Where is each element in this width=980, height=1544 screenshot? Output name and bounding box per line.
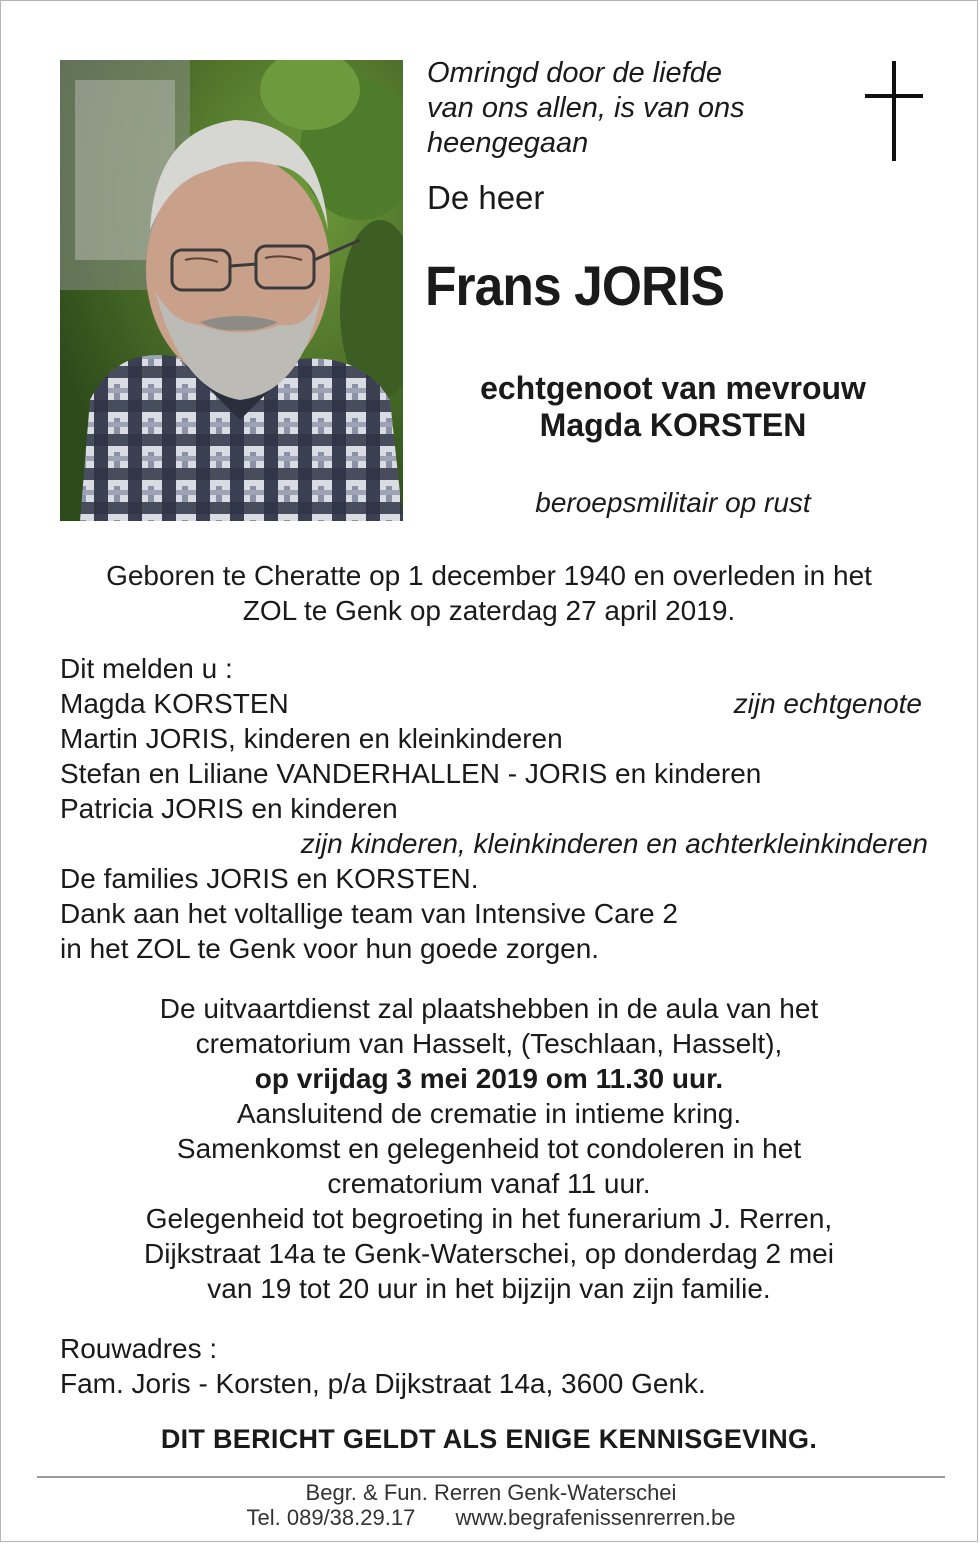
intro-text (427, 56, 827, 161)
service-line-7: Gelegenheid tot begroeting in het funerarium J. Rerren, (145, 1203, 833, 1234)
deceased-name: Frans JORIS (425, 254, 725, 317)
service-line-9: van 19 tot 20 uur in het bijzijn van zijn familie. (207, 1273, 771, 1304)
families-line: De families JORIS en KORSTEN. (60, 863, 479, 894)
intro-line-3: heengegaan (427, 127, 589, 159)
portrait-photo (60, 60, 403, 521)
birth-line-2: ZOL te Genk op zaterdag 27 april 2019. (242, 595, 736, 626)
intro-line-1: Omringd door de liefde (427, 57, 722, 89)
intro-line-2: van ons allen, is van ons (427, 92, 745, 124)
mourning-address (60, 1331, 922, 1401)
service-line-4: Aansluitend de crematie in intieme kring. (236, 1098, 742, 1129)
service-info (41, 991, 937, 1306)
birth-line-1: Geboren te Cheratte op 1 december 1940 en overleden in het (106, 560, 872, 591)
profession: beroepsmilitair op rust (535, 487, 811, 518)
address-value: Fam. Joris - Korsten, p/a Dijkstraat 14a, 3600 Genk. (60, 1368, 706, 1399)
spouse-block (431, 370, 915, 444)
service-line-5: Samenkomst en gelegenheid tot condoleren in het (176, 1133, 802, 1164)
spouse-name: Magda KORSTEN (60, 688, 289, 719)
official-notice: DIT BERICHT GELDT ALS ENIGE KENNISGEVING. (160, 1424, 818, 1454)
spouse-role: zijn echtgenote (733, 688, 922, 719)
spouse-line-1: echtgenoot van mevrouw (480, 370, 866, 406)
footer-contact (37, 1505, 945, 1530)
children-role: zijn kinderen, kleinkinderen en achterkleinkinderen (300, 828, 928, 859)
spouse-row (60, 686, 922, 721)
thanks-line-2: in het ZOL te Genk voor hun goede zorgen. (60, 933, 600, 964)
service-date: op vrijdag 3 mei 2019 om 11.30 uur. (254, 1063, 724, 1094)
announce-heading: Dit melden u : (60, 653, 233, 684)
birth-death-info (41, 558, 937, 628)
service-line-6: crematorium vanaf 11 uur. (327, 1168, 651, 1199)
announcement-block (60, 651, 928, 966)
service-line-1: De uitvaartdienst zal plaatshebben in de aula van het (159, 993, 819, 1024)
address-heading: Rouwadres : (60, 1333, 218, 1364)
child-line-3: Patricia JORIS en kinderen (60, 793, 398, 824)
cross-icon (865, 61, 923, 161)
spouse-line-2: Magda KORSTEN (539, 407, 807, 443)
funeral-company: Begr. & Fun. Rerren Genk-Waterschei (305, 1480, 677, 1505)
service-line-8: Dijkstraat 14a te Genk-Waterschei, op donderdag 2 mei (144, 1238, 834, 1269)
child-line-2: Stefan en Liliane VANDERHALLEN - JORIS en kinderen (60, 758, 762, 789)
footer (37, 1480, 945, 1530)
footer-divider (37, 1476, 945, 1478)
honorific-title: De heer (427, 179, 545, 216)
phone-number: Tel. 089/38.29.17 (246, 1505, 416, 1530)
portrait-illustration (60, 60, 403, 521)
service-line-2: crematorium van Hasselt, (Teschlaan, Hasselt), (195, 1028, 783, 1059)
website-link[interactable]: www.begrafenissenrerren.be (455, 1505, 736, 1530)
child-line-1: Martin JORIS, kinderen en kleinkinderen (60, 723, 563, 754)
thanks-line-1: Dank aan het voltallige team van Intensive Care 2 (60, 898, 678, 929)
